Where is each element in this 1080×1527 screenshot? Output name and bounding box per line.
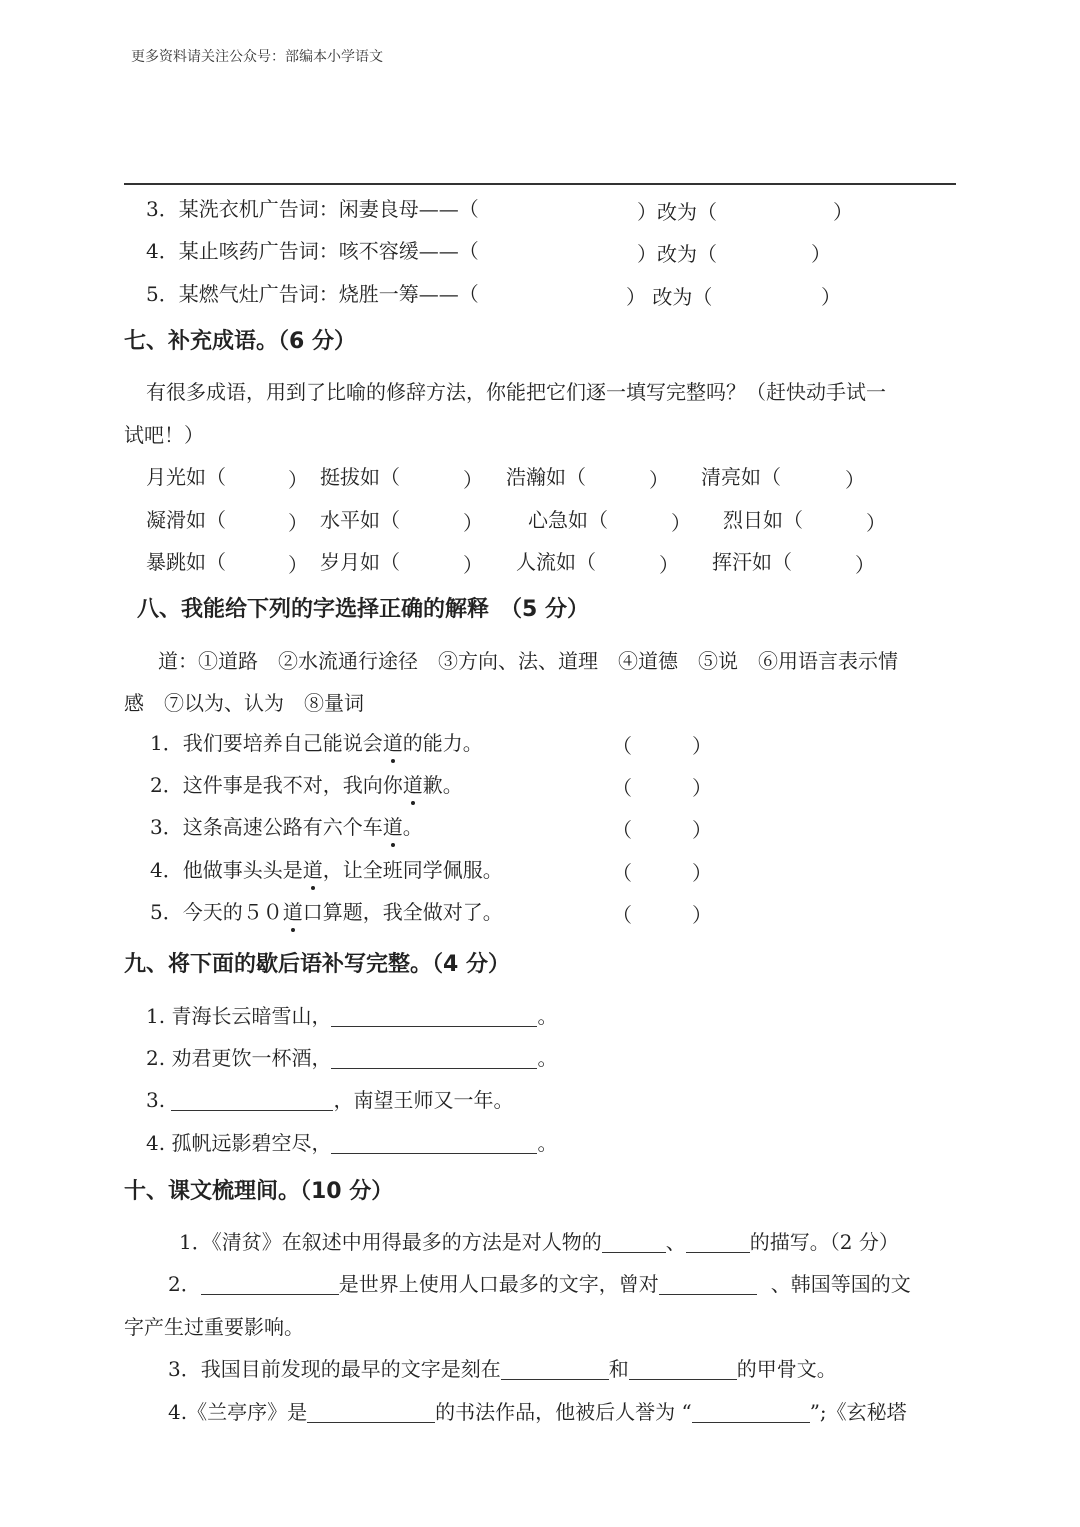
item-text: 4. 孤帆远影碧空尽， xyxy=(146,1131,332,1155)
question-text: 是世界上使用人口最多的文字，曾对 xyxy=(338,1272,659,1296)
item-text: 。 xyxy=(402,815,423,839)
item-text: ，南望王师又一年。 xyxy=(333,1088,514,1112)
item-text: 。 xyxy=(537,1004,558,1028)
section9-title: 九、将下面的歇后语补写完整。（4 分） xyxy=(124,952,510,977)
idiom-blank[interactable]: ） xyxy=(463,468,483,492)
item-mid: ）改为（ xyxy=(637,242,717,266)
question-text: 的甲骨文。 xyxy=(736,1357,837,1381)
question-text: 、韩国等国的文 xyxy=(770,1272,911,1296)
idiom-item: 心急如（ xyxy=(528,508,608,532)
idiom-item: 清亮如（ xyxy=(701,465,781,489)
dotted-char: 道 xyxy=(302,858,323,882)
item-text: 2. 劝君更饮一杯酒， xyxy=(146,1046,332,1070)
list-item xyxy=(150,899,503,925)
item-number: 2． xyxy=(150,773,183,797)
item-text: 我们要培养自己能说会 xyxy=(182,731,383,755)
idiom-blank[interactable]: ） xyxy=(288,511,308,535)
idiom-item: 挥汗如（ xyxy=(712,550,792,574)
item-mid: ） 改为（ xyxy=(626,285,713,309)
idiom-blank[interactable]: ） xyxy=(845,468,865,492)
idiom-item: 烈日如（ xyxy=(723,508,803,532)
list-item xyxy=(146,238,479,264)
answer-paren[interactable]: （ xyxy=(612,903,632,927)
idiom-item: 月光如（ xyxy=(146,465,226,489)
question-text: 2． xyxy=(168,1272,201,1296)
item-end: ） xyxy=(811,242,831,266)
answer-blank[interactable] xyxy=(171,1090,333,1111)
answer-paren-close[interactable]: ） xyxy=(692,903,712,927)
answer-blank[interactable] xyxy=(629,1359,737,1380)
idiom-item: 浩瀚如（ xyxy=(506,465,586,489)
list-item xyxy=(150,730,483,756)
question-2-cont: 字产生过重要影响。 xyxy=(124,1315,304,1339)
answer-blank[interactable] xyxy=(659,1274,757,1295)
list-item xyxy=(146,1003,557,1029)
item-text: 口算题，我全做对了。 xyxy=(302,900,503,924)
list-item xyxy=(146,196,479,222)
answer-paren-close[interactable] xyxy=(821,281,841,310)
list-item xyxy=(150,772,463,798)
item-text: 这条高速公路有六个车 xyxy=(182,815,383,839)
idiom-blank[interactable]: ） xyxy=(671,511,691,535)
list-item xyxy=(150,814,423,840)
answer-paren[interactable] xyxy=(637,196,717,225)
answer-paren-close[interactable]: ） xyxy=(692,861,712,885)
header-rule xyxy=(124,183,956,185)
section7-intro-cont: 试吧！） xyxy=(124,423,204,447)
question-text: 4.《兰亭序》是 xyxy=(168,1400,308,1424)
item-end: ） xyxy=(821,285,841,309)
answer-paren[interactable]: （ xyxy=(612,861,632,885)
item-text: 的能力。 xyxy=(402,731,483,755)
answer-paren[interactable] xyxy=(637,238,717,267)
idiom-item: 挺拔如（ xyxy=(320,465,400,489)
item-text: 这件事是我不对，我向你 xyxy=(182,773,403,797)
page-header: 更多资料请关注公众号：部编本小学语文 xyxy=(131,49,383,65)
dotted-char: 道 xyxy=(402,773,423,797)
question-3 xyxy=(168,1356,837,1382)
idiom-item: 人流如（ xyxy=(516,550,596,574)
definition-line: 道：①道路 ②水流通行途径 ③方向、法、道理 ④道德 ⑤说 ⑥用语言表示情 xyxy=(158,649,898,673)
dotted-char: 道 xyxy=(382,815,403,839)
item-number: 5． xyxy=(150,900,183,924)
item-number: 3． xyxy=(150,815,183,839)
item-text: 某止咳药广告词：咳不容缓——（ xyxy=(178,239,479,263)
answer-paren[interactable]: （ xyxy=(612,734,632,758)
answer-blank[interactable] xyxy=(331,1048,537,1069)
answer-blank[interactable] xyxy=(307,1402,435,1423)
idiom-item: 凝滑如（ xyxy=(146,508,226,532)
answer-blank[interactable] xyxy=(602,1232,666,1253)
question-text: 3．我国目前发现的最早的文字是刻在 xyxy=(168,1357,501,1381)
item-text: 1. 青海长云暗雪山， xyxy=(146,1004,332,1028)
item-mid: ）改为（ xyxy=(637,200,717,224)
answer-blank[interactable] xyxy=(692,1402,810,1423)
answer-paren[interactable]: （ xyxy=(612,818,632,842)
dotted-char: 道 xyxy=(282,900,303,924)
answer-blank[interactable] xyxy=(201,1274,339,1295)
idiom-blank[interactable]: ） xyxy=(288,553,308,577)
idiom-blank[interactable]: ） xyxy=(855,553,875,577)
item-number: 1． xyxy=(150,731,183,755)
question-text: ”;《玄秘塔 xyxy=(809,1400,907,1424)
definition-line-cont: 感 ⑦以为、认为 ⑧量词 xyxy=(124,691,364,715)
question-text: 、 xyxy=(665,1230,686,1254)
item-text: 。 xyxy=(537,1131,558,1155)
answer-paren-close[interactable] xyxy=(833,196,853,225)
item-text: 他做事头头是 xyxy=(182,858,303,882)
answer-blank[interactable] xyxy=(501,1359,609,1380)
answer-paren[interactable] xyxy=(626,281,712,310)
answer-paren-close[interactable] xyxy=(811,238,831,267)
list-item xyxy=(150,857,503,883)
question-4 xyxy=(168,1399,907,1425)
item-text: 。 xyxy=(537,1046,558,1070)
question-text: 的描写。（2 分） xyxy=(749,1230,899,1254)
list-item xyxy=(146,1045,557,1071)
item-number: 3． xyxy=(146,197,179,221)
item-text: 歉。 xyxy=(422,773,463,797)
item-number: 5． xyxy=(146,282,179,306)
idiom-blank[interactable]: ） xyxy=(463,553,483,577)
answer-paren-close[interactable]: ） xyxy=(692,734,712,758)
item-text: 3. xyxy=(146,1088,172,1112)
dotted-char: 道 xyxy=(382,731,403,755)
question-2 xyxy=(168,1271,911,1297)
item-text: ，让全班同学佩服。 xyxy=(322,858,503,882)
answer-paren[interactable]: （ xyxy=(612,776,632,800)
item-number: 4． xyxy=(150,858,183,882)
question-1 xyxy=(179,1229,899,1255)
question-text: 的书法作品，他被后人誉为 “ xyxy=(435,1400,692,1424)
item-end: ） xyxy=(833,200,853,224)
section7-intro: 有很多成语，用到了比喻的修辞方法，你能把它们逐一填写完整吗？（赶快动手试一 xyxy=(146,380,886,404)
question-text: 1．《清贫》在叙述中用得最多的方法是对人物的 xyxy=(179,1230,602,1254)
idiom-item: 暴跳如（ xyxy=(146,550,226,574)
idiom-blank[interactable]: ） xyxy=(288,468,308,492)
answer-blank[interactable] xyxy=(686,1232,750,1253)
list-item xyxy=(146,1087,513,1113)
idiom-blank[interactable]: ） xyxy=(463,511,483,535)
item-text: 某燃气灶广告词：烧胜一筹——（ xyxy=(178,282,479,306)
answer-blank[interactable] xyxy=(331,1133,537,1154)
item-text: 某洗衣机广告词：闲妻良母——（ xyxy=(178,197,479,221)
section8-title: 八、我能给下列的字选择正确的解释 （5 分） xyxy=(137,597,589,622)
answer-blank[interactable] xyxy=(331,1006,537,1027)
item-text: 今天的５０ xyxy=(182,900,283,924)
list-item xyxy=(146,1130,557,1156)
idiom-blank[interactable]: ） xyxy=(659,553,679,577)
idiom-item: 水平如（ xyxy=(320,508,400,532)
idiom-blank[interactable]: ） xyxy=(649,468,669,492)
item-number: 4． xyxy=(146,239,179,263)
idiom-blank[interactable]: ） xyxy=(866,511,886,535)
answer-paren-close[interactable]: ） xyxy=(692,776,712,800)
answer-paren-close[interactable]: ） xyxy=(692,818,712,842)
section7-title: 七、补充成语。（6 分） xyxy=(124,329,356,354)
idiom-item: 岁月如（ xyxy=(320,550,400,574)
question-text: 和 xyxy=(608,1357,629,1381)
section10-title: 十、课文梳理间。（10 分） xyxy=(124,1179,394,1204)
list-item xyxy=(146,281,479,307)
